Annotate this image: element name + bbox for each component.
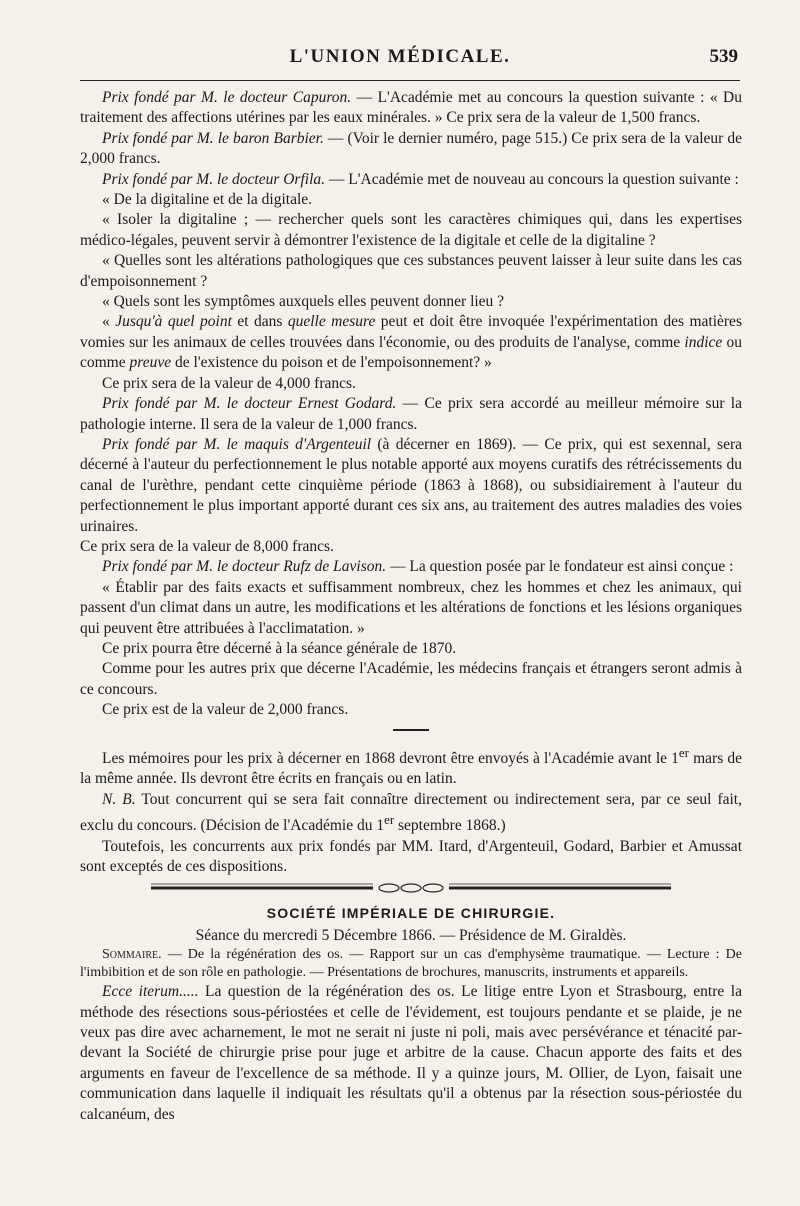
orfila-question: « Quels sont les symptômes auxquels elles peuvent donner lieu ? xyxy=(102,293,505,311)
intro-text: La question de la régénération des os. Le litige entre Lyon et Strasbourg, entre la méthode des résections sous-périostées et celle de l'évidement, est toujours pendante et se plaide, je ne veux pas dire avec acharnement, le mot ne serait ni juste ni poli, mais avec persévérance et ténacité par-devant la Société de chirurgie prise pour juge et arbitre de la cause. Chacun apporte des faits et des arguments en faveur de l'excellence de sa méthode. Il y a quinze jours, M. Ollier, de Lyon, faisait une communication dans laquelle il indiquait les résultats qu'il a obtenus par la résection sous-périostée du calcanéum, des xyxy=(80,983,742,1123)
orfila-question: « De la digitaline et de la digitale. xyxy=(102,191,313,209)
text-run: mars de la même année. Ils devront être écrits en français ou en latin. xyxy=(80,749,742,788)
page-number: 539 xyxy=(709,46,738,67)
prize-text: (à décerner en 1869). — Ce prix, qui est sexennal, sera décerné à l'auteur du perfectionnement le plus notable apporté aux moyens curatifs des rétrécissements du canal de l'urèthre, pendant cette cinquième période (1863 à 1868), ou subsidiairement à l'auteur du perfectionnement le plus important apporté durant ces six ans, au traitement des autres maladies des voies urinaires. xyxy=(80,435,742,535)
sommaire-label: Sommaire. xyxy=(102,947,162,963)
superscript: er xyxy=(384,811,395,827)
italic-run: preuve xyxy=(129,354,172,372)
prize-lead: Prix fondé par M. le docteur Capuron. xyxy=(102,89,352,106)
text-run: Les mémoires pour les prix à décerner en 1868 devront être envoyés à l'Académie avant le 1 xyxy=(102,749,679,767)
text-run: ou comme xyxy=(80,333,743,372)
italic-run: quelle mesure xyxy=(287,313,376,331)
prize-barbier xyxy=(80,129,742,170)
rufz-note: Comme pour les autres prix que décerne l'Académie, les médecins français et étrangers seront admis à ce concours. xyxy=(80,660,742,698)
orfila-question: « Isoler la digitaline ; — rechercher quels sont les caractères chimiques qui, dans les expertises médico-légales, peuvent servir à démontrer l'existence de la digitale et celle de la digitaline ? xyxy=(80,211,742,249)
prize-rufz xyxy=(80,557,742,577)
intro-italic: Ecce iterum..... xyxy=(102,983,199,1001)
sommaire-text: — De la régénération des os. — Rapport sur un cas d'emphysème traumatique. — Lecture : De l'imbibition et de son rôle en pathologie. — Présentations de brochures, manuscrits, instruments et appareils. xyxy=(80,947,742,981)
orfila-value: Ce prix sera de la valeur de 4,000 francs. xyxy=(102,374,356,392)
italic-run: Jusqu'à quel point xyxy=(115,313,232,331)
text-run: « xyxy=(102,313,116,331)
article-body xyxy=(80,88,742,1125)
ornamental-divider xyxy=(151,881,671,895)
rufz-note: Ce prix pourra être décerné à la séance générale de 1870. xyxy=(102,639,457,657)
prize-text: — Ce prix sera accordé au meilleur mémoire sur la pathologie interne. Il sera de la valeur de 1,000 francs. xyxy=(80,395,742,433)
prize-lead: Prix fondé par M. le docteur Ernest Godard. xyxy=(102,395,397,413)
running-head xyxy=(0,46,800,76)
text-run: septembre 1868.) xyxy=(394,817,506,835)
prize-text: — L'Académie met au concours la question suivante : « Du traitement des affections utérines par les eaux minérales. » Ce prix sera de la valeur de 1,500 francs. xyxy=(80,89,742,127)
exception-note: Toutefois, les concurrents aux prix fondés par MM. Itard, d'Argenteuil, Godard, Barbier et Amussat sont exceptés de ces dispositions. xyxy=(80,837,742,875)
prize-lead: Prix fondé par M. le maquis d'Argenteuil xyxy=(102,435,372,453)
orfila-question: « Quelles sont les altérations pathologiques que ces substances peuvent laisser à leur suite dans les cas d'empoisonnement ? xyxy=(80,252,742,290)
section-rule xyxy=(393,729,429,731)
prize-lead: Prix fondé par M. le baron Barbier. xyxy=(102,129,324,147)
society-heading: SOCIÉTÉ IMPÉRIALE DE CHIRURGIE. xyxy=(266,905,556,922)
deadline-note xyxy=(80,743,742,790)
prize-text: — La question posée par le fondateur est ainsi conçue : xyxy=(386,558,734,576)
prize-text: — L'Académie met de nouveau au concours la question suivante : xyxy=(325,170,739,188)
text-run: peut et doit être invoquée l'expérimentation des matières vomies sur les animaux de celles trouvées dans l'économie, ou des produits de l'analyse, comme xyxy=(80,313,742,351)
rufz-note: Ce prix est de la valeur de 2,000 francs. xyxy=(102,701,349,719)
text-run: de l'existence du poison et de l'empoisonnement? » xyxy=(171,354,492,372)
nb-note xyxy=(80,790,742,837)
italic-run: indice xyxy=(684,333,723,351)
orfila-question-last xyxy=(80,312,742,373)
text-run: et dans xyxy=(231,313,288,331)
prize-lead: Prix fondé par M. le docteur Rufz de Lavison. xyxy=(102,558,387,576)
prize-argenteuil xyxy=(80,435,742,537)
prize-orfila xyxy=(80,170,742,190)
society-intro xyxy=(80,982,742,1125)
prize-capuron xyxy=(80,88,742,129)
prize-text: — (Voir le dernier numéro, page 515.) Ce prix sera de la valeur de 2,000 francs. xyxy=(80,129,742,168)
prize-godard xyxy=(80,394,742,435)
text-run: Tout concurrent qui se sera fait connaître directement ou indirectement sera, par ce seul fait, exclu du concours. (Décision de l'Académie du 1 xyxy=(80,790,742,835)
session-line: Séance du mercredi 5 Décembre 1866. — Présidence de M. Giraldès. xyxy=(195,926,627,944)
argenteuil-value: Ce prix sera de la valeur de 8,000 francs. xyxy=(80,537,334,555)
prize-lead: Prix fondé par M. le docteur Orfila. xyxy=(102,170,325,188)
superscript: er xyxy=(678,744,689,760)
nb-label: N. B. xyxy=(102,790,136,808)
rufz-quote: « Établir par des faits exacts et suffisamment nombreux, chez les hommes et chez les animaux, qui passent d'un climat dans un autre, les modifications et les altérations de fonctions et les lésions organiques qui peuvent être attribuées à l'acclimatation. » xyxy=(80,578,742,637)
sommaire xyxy=(80,946,742,982)
header-rule xyxy=(80,80,740,81)
journal-title: L'UNION MÉDICALE. xyxy=(289,46,511,67)
